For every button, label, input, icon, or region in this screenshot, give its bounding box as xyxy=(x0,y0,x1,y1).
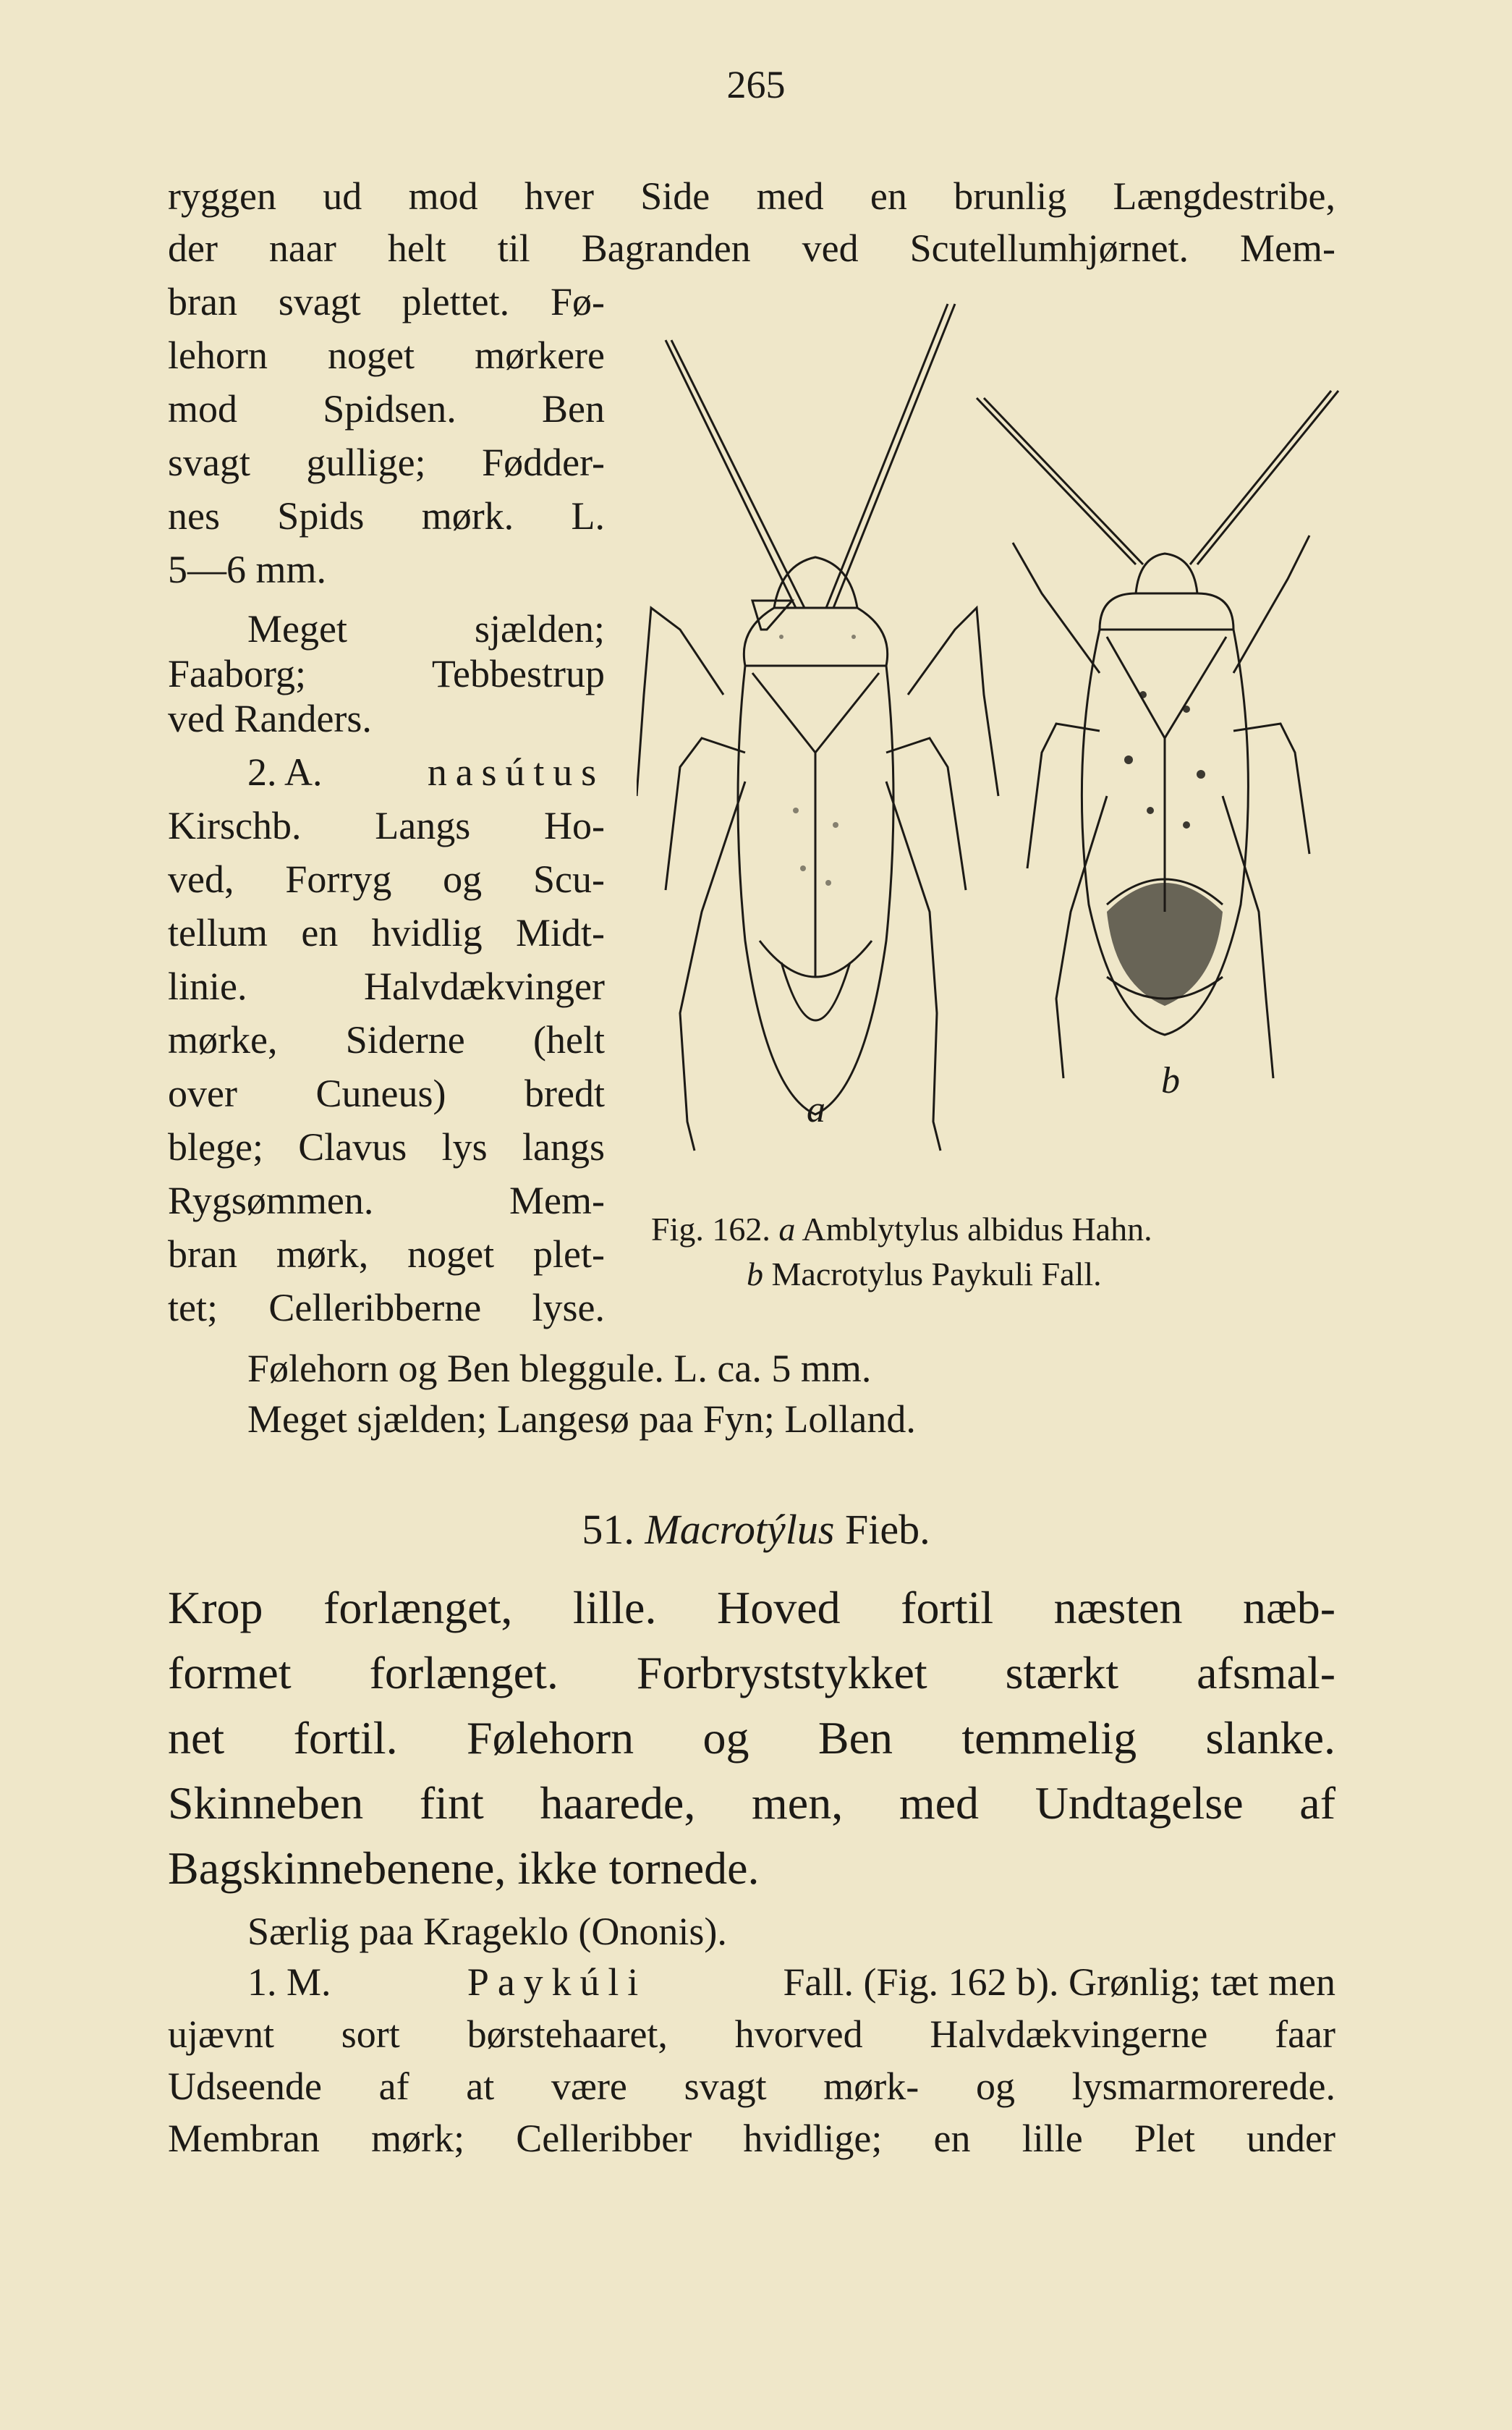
text-line: Kirschb. Langs Ho- xyxy=(168,804,605,847)
caption-fig: Fig. 162. xyxy=(651,1211,770,1248)
text-line: bran mørk, noget plet- xyxy=(168,1232,605,1276)
figure-caption-line-1 xyxy=(651,1210,1152,1248)
figure-label-b: b xyxy=(1161,1060,1180,1101)
description-line: Skinneben fint haarede, men, med Undtagelse af xyxy=(168,1777,1335,1829)
host-note: Særlig paa Krageklo (Ononis). xyxy=(247,1910,727,1953)
insect-figure xyxy=(637,289,1360,1245)
caption-b-letter: b xyxy=(747,1256,763,1292)
caption-b-text: Macrotylus Paykuli Fall. xyxy=(771,1256,1102,1292)
species-heading xyxy=(247,750,605,794)
text-line: tellum en hvidlig Midt- xyxy=(168,911,605,954)
caption-a-letter: a xyxy=(778,1211,796,1248)
text-line: lehorn noget mørkere xyxy=(168,334,605,377)
figure-label-a: a xyxy=(807,1089,825,1130)
text-line: Følehorn og Ben bleggule. L. ca. 5 mm. xyxy=(247,1347,872,1390)
locality-line: Faaborg; Tebbestrup xyxy=(168,652,605,695)
text-line: ryggen ud mod hver Side med en brunlig Længdestribe, xyxy=(168,174,1335,218)
insect-a-drawing xyxy=(637,304,998,1151)
genus-author: Fieb. xyxy=(844,1506,930,1553)
description-line: net fortil. Følehorn og Ben temmelig slanke. xyxy=(168,1712,1335,1764)
genus-heading xyxy=(0,1505,1512,1554)
text-line: blege; Clavus lys langs xyxy=(168,1125,605,1169)
text-line: bran svagt plettet. Fø- xyxy=(168,280,605,323)
text-line: mørke, Siderne (helt xyxy=(168,1018,605,1062)
caption-a-text: Amblytylus albidus Hahn. xyxy=(802,1211,1152,1248)
locality-line: Meget sjælden; xyxy=(247,607,605,651)
description-line: formet forlænget. Forbryststykket stærkt afsmal- xyxy=(168,1647,1335,1698)
text-line: der naar helt til Bagranden ved Scutellumhjørnet. Mem- xyxy=(168,227,1335,270)
species1-number: 1. M. xyxy=(247,1960,331,2004)
text-line: tet; Celleribberne lyse. xyxy=(168,1286,605,1329)
species-name: nasútus xyxy=(427,750,605,794)
species-number: 2. A. xyxy=(247,750,323,794)
locality-line: ved Randers. xyxy=(168,697,372,740)
description-line: Bagskinnebenene, ikke tornede. xyxy=(168,1842,760,1894)
text-line: 5—6 mm. xyxy=(168,548,327,591)
species1-first-line xyxy=(247,1960,1335,2004)
text-line: nes Spids mørk. L. xyxy=(168,494,605,538)
figure-caption-line-2 xyxy=(747,1255,1102,1293)
text-line: Udseende af at være svagt mørk- og lysmarmorerede. xyxy=(168,2065,1335,2108)
text-line: svagt gullige; Fødder- xyxy=(168,441,605,484)
genus-name: Macrotýlus xyxy=(645,1506,835,1553)
text-line: linie. Halvdækvinger xyxy=(168,965,605,1008)
species1-name: Paykúli xyxy=(467,1960,647,2004)
text-line: ved, Forryg og Scu- xyxy=(168,858,605,901)
genus-number: 51. xyxy=(582,1506,634,1553)
text-line: Membran mørk; Celleribber hvidlige; en lille Plet under xyxy=(168,2117,1335,2160)
text-line: over Cuneus) bredt xyxy=(168,1072,605,1115)
text-line: ujævnt sort børstehaaret, hvorved Halvdækvingerne faar xyxy=(168,2012,1335,2056)
text-line: mod Spidsen. Ben xyxy=(168,387,605,431)
text-line: Meget sjælden; Langesø paa Fyn; Lolland. xyxy=(247,1397,916,1441)
text-line: Rygsømmen. Mem- xyxy=(168,1179,605,1222)
insect-a-shading xyxy=(779,635,856,886)
page-number: 265 xyxy=(726,63,786,106)
description-line: Krop forlænget, lille. Hoved fortil næsten næb- xyxy=(168,1582,1335,1633)
species1-text: Fall. (Fig. 162 b). Grønlig; tæt men xyxy=(783,1960,1335,2004)
